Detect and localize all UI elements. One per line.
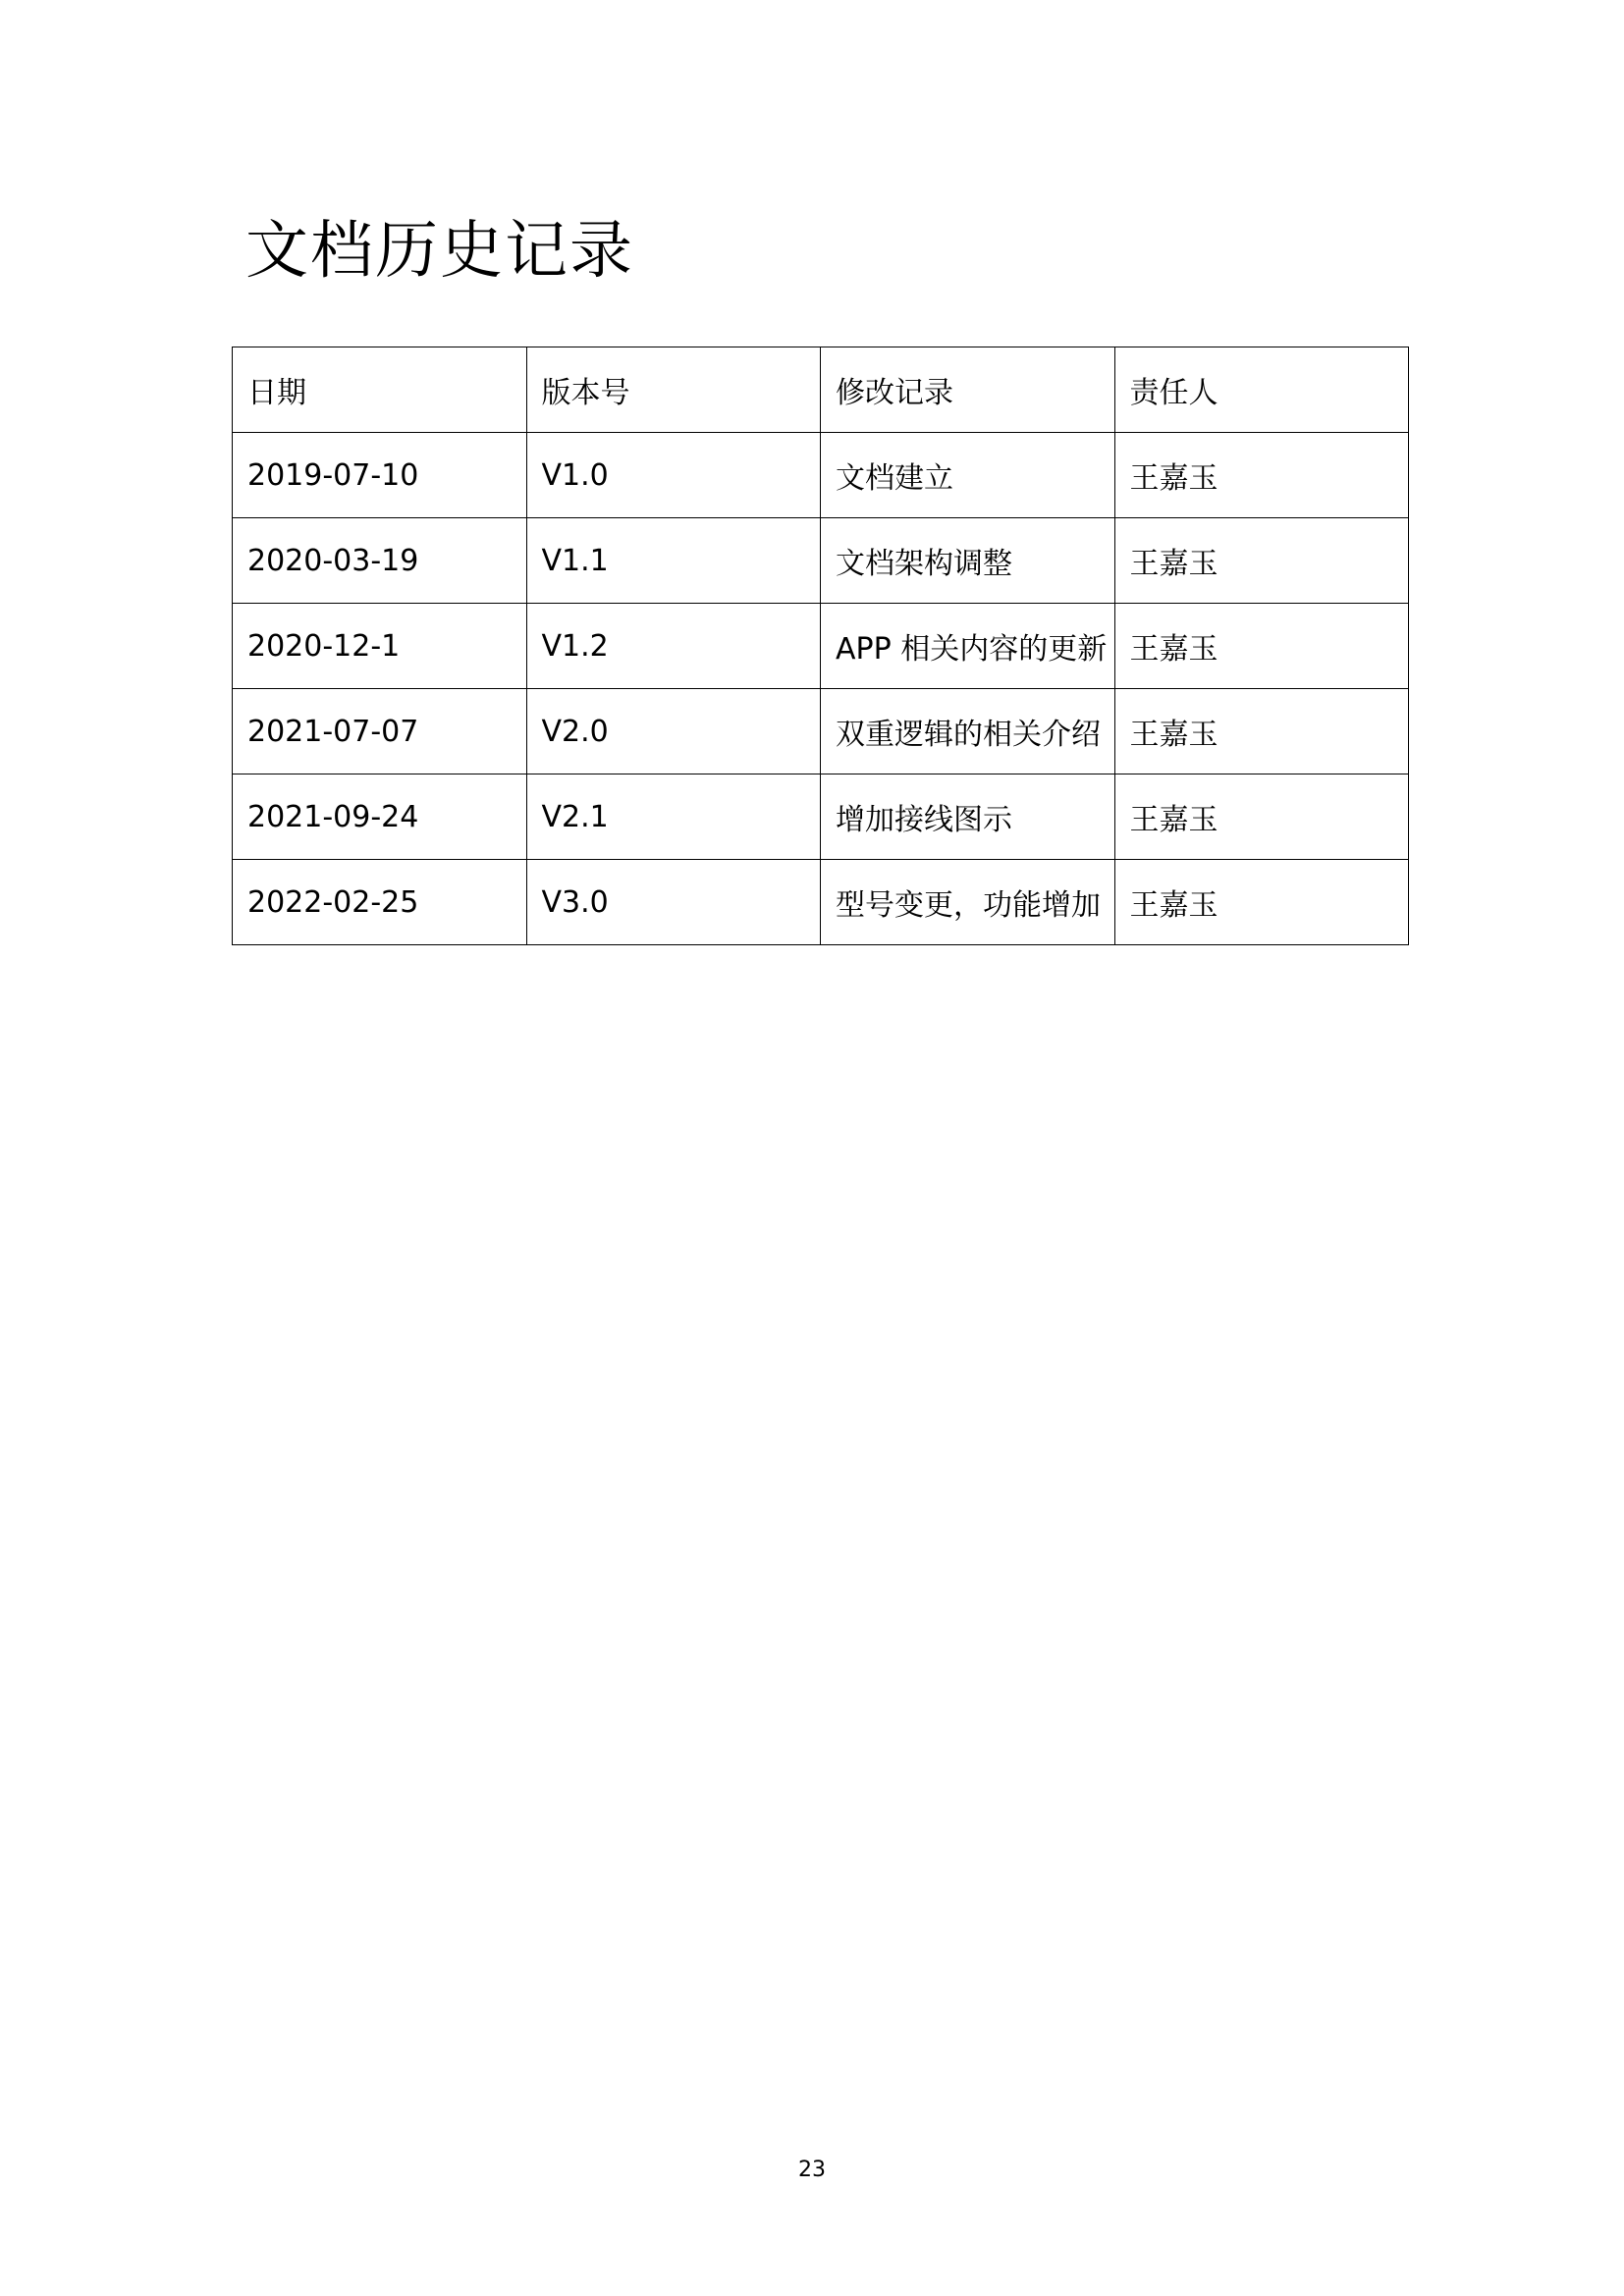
cell-date: 2021-07-07 xyxy=(233,689,527,774)
cell-version: V1.0 xyxy=(526,433,821,518)
document-history-table xyxy=(232,347,1409,945)
table-row xyxy=(233,518,1409,604)
cell-change: APP 相关内容的更新 xyxy=(821,604,1115,689)
cell-date: 2020-03-19 xyxy=(233,518,527,604)
cell-owner: 王嘉玉 xyxy=(1114,689,1409,774)
cell-change: 文档架构调整 xyxy=(821,518,1115,604)
cell-change: 双重逻辑的相关介绍 xyxy=(821,689,1115,774)
cell-version: V3.0 xyxy=(526,860,821,945)
cell-owner: 王嘉玉 xyxy=(1114,433,1409,518)
header-version: 版本号 xyxy=(526,347,821,433)
table-row xyxy=(233,604,1409,689)
cell-date: 2020-12-1 xyxy=(233,604,527,689)
cell-version: V1.2 xyxy=(526,604,821,689)
cell-version: V2.0 xyxy=(526,689,821,774)
cell-owner: 王嘉玉 xyxy=(1114,518,1409,604)
cell-change: 增加接线图示 xyxy=(821,774,1115,860)
cell-change: 文档建立 xyxy=(821,433,1115,518)
cell-version: V2.1 xyxy=(526,774,821,860)
cell-date: 2021-09-24 xyxy=(233,774,527,860)
page-title: 文档历史记录 xyxy=(245,215,634,288)
table-row xyxy=(233,860,1409,945)
cell-owner: 王嘉玉 xyxy=(1114,604,1409,689)
cell-date: 2022-02-25 xyxy=(233,860,527,945)
header-owner: 责任人 xyxy=(1114,347,1409,433)
table-row xyxy=(233,774,1409,860)
cell-version: V1.1 xyxy=(526,518,821,604)
cell-change: 型号变更，功能增加 xyxy=(821,860,1115,945)
cell-date: 2019-07-10 xyxy=(233,433,527,518)
cell-owner: 王嘉玉 xyxy=(1114,774,1409,860)
table-row xyxy=(233,689,1409,774)
table-header-row xyxy=(233,347,1409,433)
page-number: 23 xyxy=(798,2158,826,2182)
header-date: 日期 xyxy=(233,347,527,433)
cell-owner: 王嘉玉 xyxy=(1114,860,1409,945)
table-row xyxy=(233,433,1409,518)
header-change: 修改记录 xyxy=(821,347,1115,433)
